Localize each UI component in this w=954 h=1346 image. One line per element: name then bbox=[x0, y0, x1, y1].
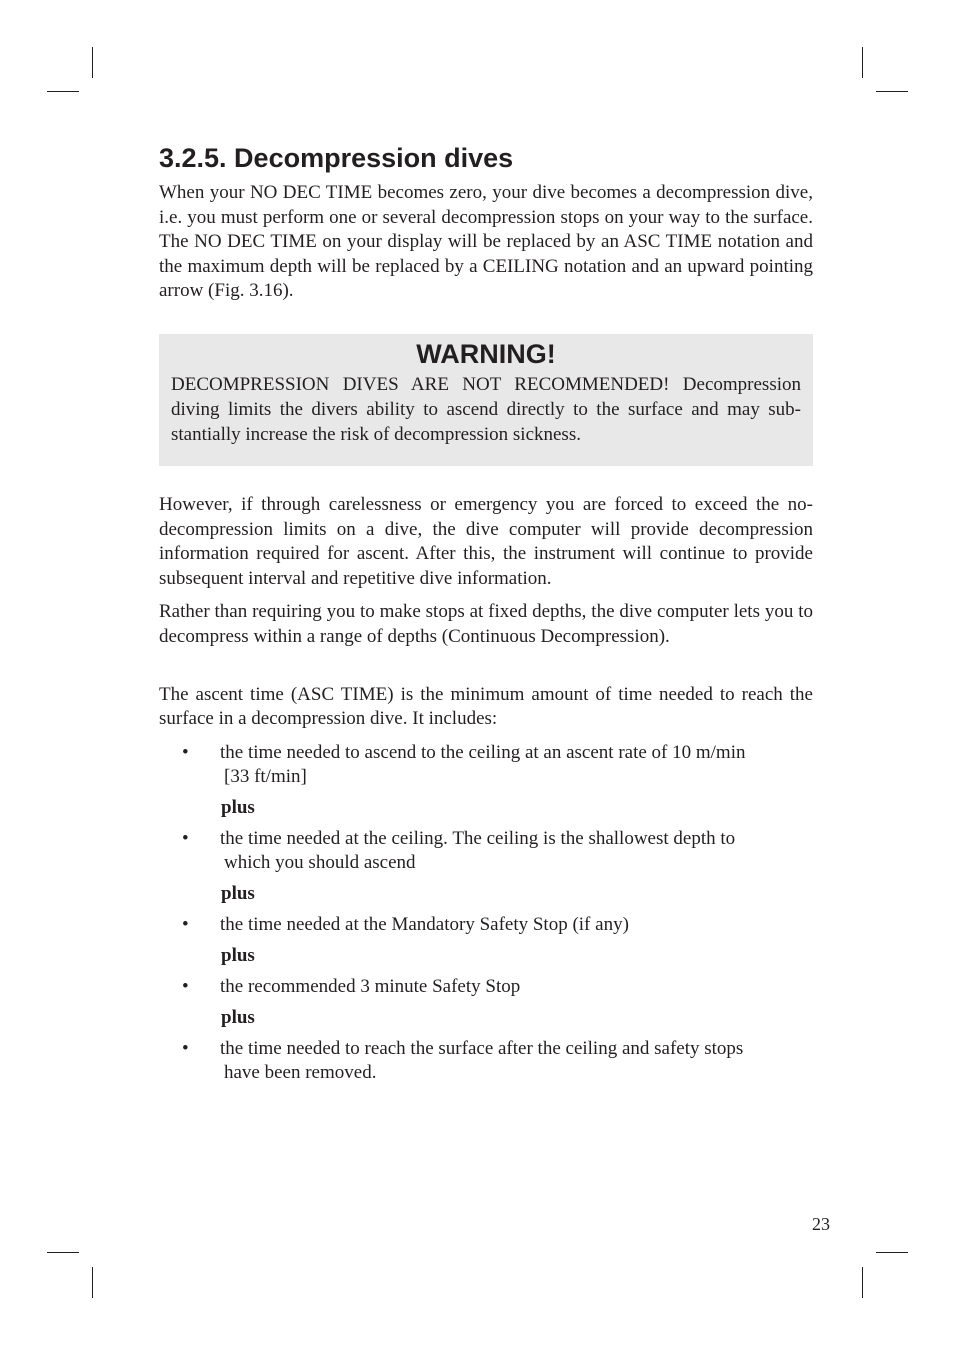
bullet: • bbox=[182, 1037, 189, 1059]
list-item-text: the time needed to ascend to the ceiling at an ascent rate of 10 m/min [33 ft/min] bbox=[220, 741, 746, 787]
ascent-time-components-list bbox=[159, 741, 813, 1085]
list-item bbox=[159, 913, 813, 968]
warning-box bbox=[159, 334, 813, 466]
list-item bbox=[159, 827, 813, 906]
plus-label: plus bbox=[221, 944, 255, 966]
page-number: 23 bbox=[812, 1214, 830, 1234]
list-item bbox=[159, 741, 813, 820]
section-heading: 3.2.5. Decompression dives bbox=[159, 143, 514, 173]
list-item-text: the recommended 3 minute Safety Stop bbox=[220, 975, 521, 997]
plus-label: plus bbox=[221, 882, 255, 904]
crop-mark-bottom-right-horizontal bbox=[876, 1252, 908, 1253]
list-item-text: the time needed at the ceiling. The ceiling is the shallowest depth to which you should ascend bbox=[220, 827, 736, 873]
crop-mark-bottom-left-horizontal bbox=[47, 1252, 79, 1253]
page-content bbox=[159, 140, 813, 1085]
continuous-decompression-paragraph: Rather than requiring you to make stops at fixed depths, the dive computer lets you to decompress within a range of depths (Continuous Decompression). bbox=[159, 601, 813, 647]
list-item bbox=[159, 975, 813, 1030]
list-item bbox=[159, 1037, 813, 1085]
warning-body: DECOMPRESSION DIVES ARE NOT RECOMMENDED! Decompression diving limits the divers ability to ascend directly to the surface and may sub-stantially increase the risk of decompression sickness. bbox=[171, 373, 801, 445]
crop-mark-top-right-horizontal bbox=[876, 91, 908, 92]
bullet: • bbox=[182, 827, 189, 849]
intro-paragraph: When your NO DEC TIME becomes zero, your dive becomes a decompression dive, i.e. you must perform one or several decompression stops on your way to the surface. The NO DEC TIME on your display will be replaced by an ASC TIME notation and the maximum depth will be replaced by a CEILING notation and an upward pointing arrow (Fig. 3.16). bbox=[159, 182, 813, 302]
warning-title: WARNING! bbox=[416, 338, 556, 369]
bullet: • bbox=[182, 913, 189, 935]
bullet: • bbox=[182, 975, 189, 997]
crop-mark-bottom-right-vertical bbox=[862, 1267, 863, 1298]
crop-mark-bottom-left-vertical bbox=[92, 1267, 93, 1298]
ascent-time-paragraph: The ascent time (ASC TIME) is the minimum amount of time needed to reach the surface in a decompression dive. It includes: bbox=[159, 683, 813, 730]
however-paragraph: However, if through carelessness or emergency you are forced to exceed the no-decompression limits on a dive, the dive computer will provide decompression information required for ascent. After this, the instrument will continue to provide subsequent interval and repetitive dive information. bbox=[159, 493, 813, 589]
list-item-text: the time needed at the Mandatory Safety Stop (if any) bbox=[220, 913, 629, 935]
crop-mark-top-left-horizontal bbox=[47, 91, 79, 92]
crop-mark-top-right-vertical bbox=[862, 47, 863, 78]
plus-label: plus bbox=[221, 1006, 255, 1028]
crop-mark-top-left-vertical bbox=[92, 47, 93, 78]
list-item-text: the time needed to reach the surface after the ceiling and safety stops have been removed. bbox=[220, 1037, 744, 1083]
bullet: • bbox=[182, 741, 189, 763]
plus-label: plus bbox=[221, 796, 255, 818]
